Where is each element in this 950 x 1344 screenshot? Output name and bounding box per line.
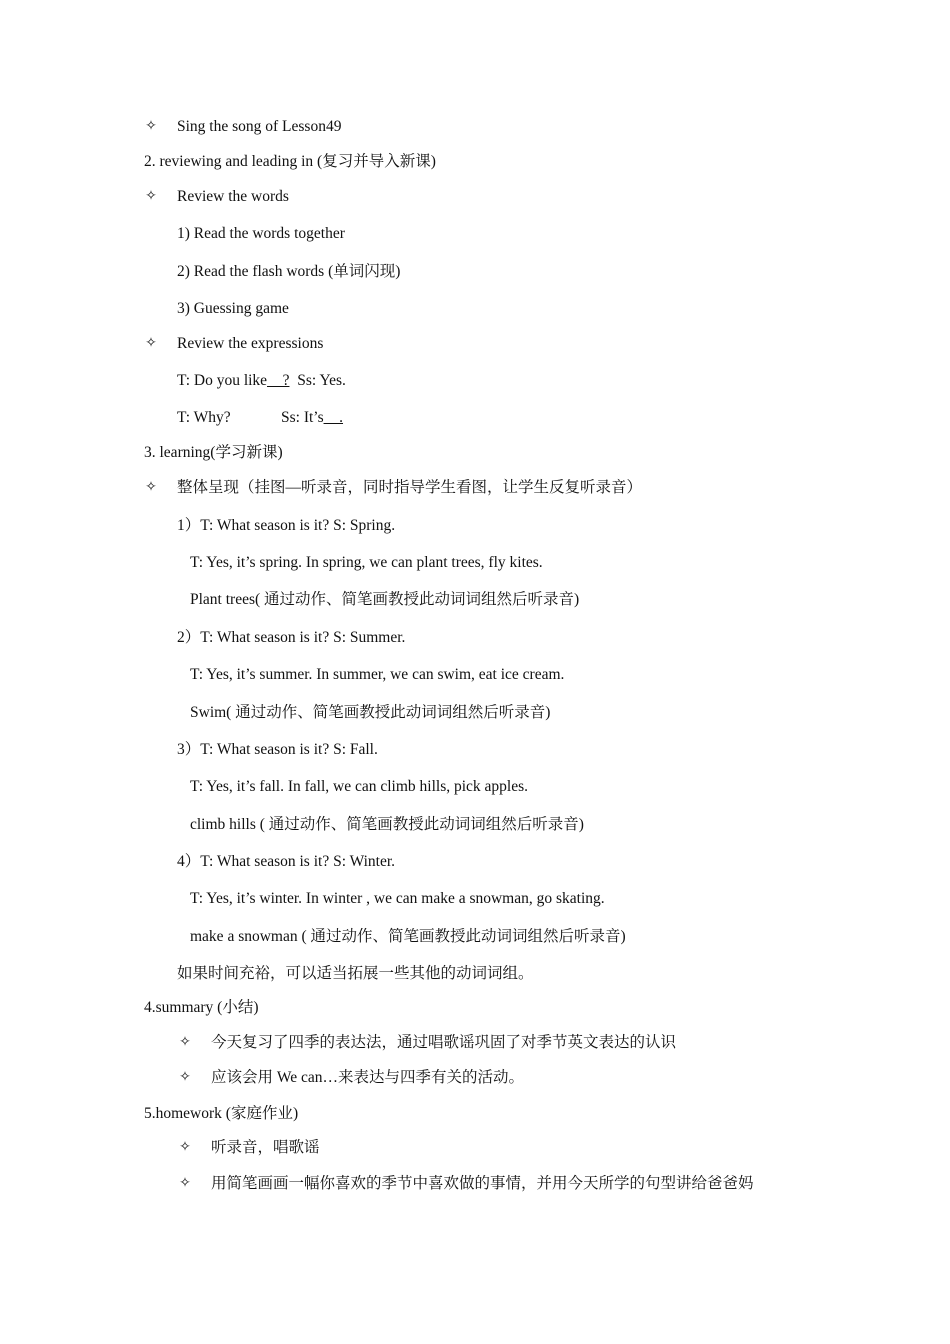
season-question: 3）T: What season is it? S: Fall. — [177, 741, 378, 758]
season-answer: T: Yes, it’s winter. In winter , we can make a snowman, go skating. — [190, 890, 605, 907]
season-answer: T: Yes, it’s spring. In spring, we can plant trees, fly kites. — [190, 554, 543, 571]
overview: 整体呈现（挂图—听录音，同时指导学生看图，让学生反复听录音） — [177, 479, 643, 496]
extension-note: 如果时间充裕，可以适当拓展一些其他的动词词组。 — [177, 965, 534, 982]
bullet-icon: ✧ — [179, 1069, 191, 1085]
season-question: 2）T: What season is it? S: Summer. — [177, 629, 406, 646]
season-question: 4）T: What season is it? S: Winter. — [177, 853, 396, 870]
bullet-icon: ✧ — [145, 188, 157, 204]
bullet-icon: ✧ — [179, 1175, 191, 1191]
summary-item: 今天复习了四季的表达法，通过唱歌谣巩固了对季节英文表达的认识 — [211, 1034, 677, 1051]
season-note: Plant trees( 通过动作、简笔画教授此动词词组然后听录音) — [190, 591, 580, 608]
homework-item: 用简笔画画一幅你喜欢的季节中喜欢做的事情，并用今天所学的句型讲给爸爸妈 — [211, 1175, 754, 1192]
section2-heading: 2. reviewing and leading in (复习并导入新课) — [144, 153, 436, 170]
review-step: 2) Read the flash words (单词闪现) — [177, 263, 401, 280]
season-answer: T: Yes, it’s fall. In fall, we can climb hills, pick apples. — [190, 778, 529, 795]
bullet-icon: ✧ — [145, 118, 157, 134]
season-note: make a snowman ( 通过动作、简笔画教授此动词词组然后听录音) — [190, 928, 626, 945]
dialog-teacher: T: Do you like — [177, 372, 268, 389]
review-words: Review the words — [177, 188, 289, 205]
season-answer: T: Yes, it’s summer. In summer, we can swim, eat ice cream. — [190, 666, 565, 683]
season-question: 1）T: What season is it? S: Spring. — [177, 517, 396, 534]
bullet-icon: ✧ — [145, 335, 157, 351]
dialog-blank: __? — [267, 372, 290, 389]
review-step: 1) Read the words together — [177, 225, 345, 242]
season-note: climb hills ( 通过动作、简笔画教授此动词词组然后听录音) — [190, 816, 584, 833]
opening-song: Sing the song of Lesson49 — [177, 118, 342, 135]
dialog-blank: __. — [323, 409, 344, 426]
section3-heading: 3. learning(学习新课) — [144, 444, 283, 461]
dialog-students: Ss: It’s — [281, 409, 324, 426]
bullet-icon: ✧ — [179, 1034, 191, 1050]
review-expressions: Review the expressions — [177, 335, 324, 352]
section5-heading: 5.homework (家庭作业) — [144, 1105, 299, 1122]
season-note: Swim( 通过动作、简笔画教授此动词词组然后听录音) — [190, 704, 551, 721]
dialog-line-2 — [177, 408, 231, 428]
dialog-line-1 — [177, 371, 346, 391]
dialog-teacher: T: Why? — [177, 409, 231, 426]
summary-item: 应该会用 We can…来表达与四季有关的活动。 — [211, 1069, 525, 1086]
homework-item: 听录音，唱歌谣 — [211, 1139, 320, 1156]
bullet-icon: ✧ — [145, 479, 157, 495]
bullet-icon: ✧ — [179, 1139, 191, 1155]
dialog-line-2-students — [281, 408, 343, 428]
review-step: 3) Guessing game — [177, 300, 289, 317]
section4-heading: 4.summary (小结) — [144, 999, 259, 1016]
dialog-students: Ss: Yes. — [297, 372, 346, 389]
